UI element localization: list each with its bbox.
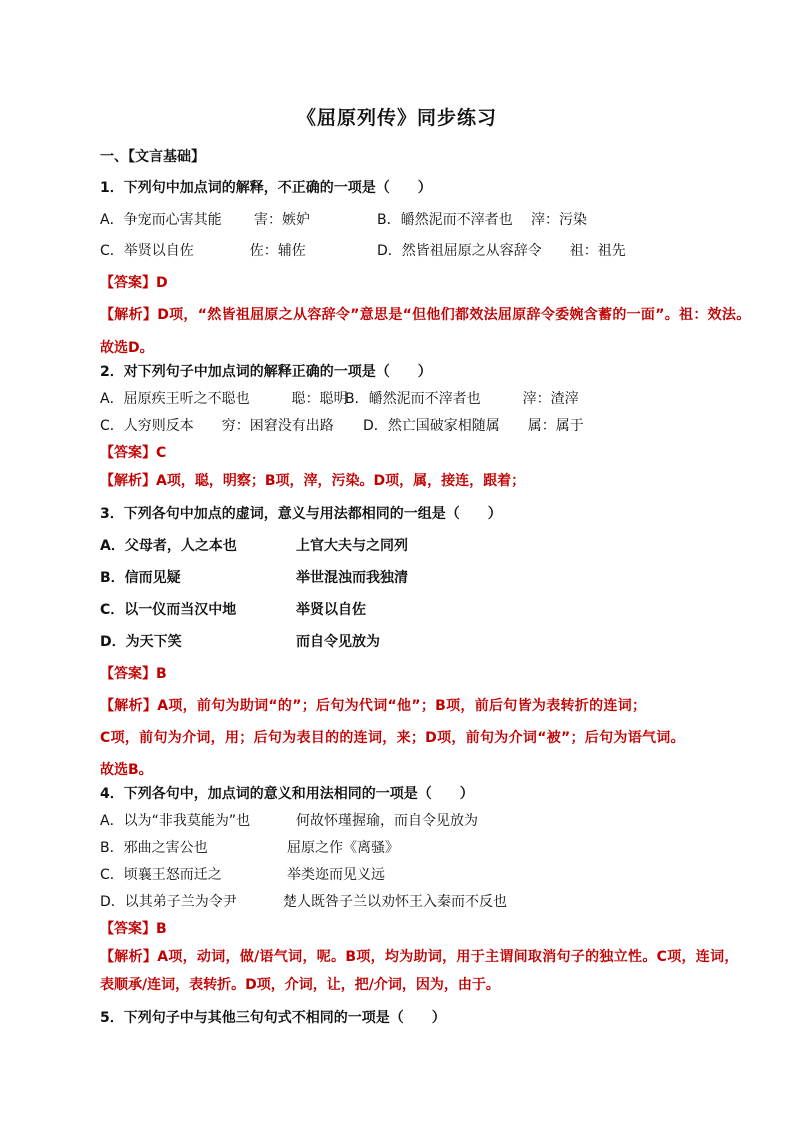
q4-option-d-first: D．以其弟子兰为令尹 [100,894,237,910]
q4-option-c-first: C．顷襄王怒而迁之 [100,867,222,883]
q3-option-d-second: 而自令见放为 [296,634,380,650]
q3-option-a-second: 上官大夫与之同列 [296,538,408,554]
q4-analysis-line2: 表顺承/连词，表转折。D项，介词，让，把/介词，因为，由于。 [100,977,500,993]
q1-option-b: B．皭然泥而不滓者也 滓：污染 [377,212,588,228]
q1-option-d: D．然皆祖屈原之从容辞令 祖：祖先 [377,243,626,259]
q4-option-d-second: 楚人既咎子兰以劝怀王入秦而不反也 [283,894,507,910]
q2-stem: 2．对下列句子中加点词的解释正确的一项是（ ） [100,364,432,380]
q2-analysis: 【解析】A项，聪，明察；B项，滓，污染。D项，属，接连，跟着； [100,473,526,489]
q1-stem: 1．下列句中加点词的解释，不正确的一项是（ ） [100,180,432,196]
q3-option-b-second: 举世混浊而我独清 [296,570,408,586]
q4-option-c-second: 举类迩而见义远 [287,867,385,883]
q2-option-a: A．屈原疾王听之不聪也 聪：聪明 [100,391,348,407]
q2-answer: 【答案】C [100,445,167,461]
q1-answer: 【答案】D [100,275,168,291]
q4-option-b-second: 屈原之作《离骚》 [287,840,399,856]
q3-option-a-first: A．父母者，人之本也 [100,538,237,554]
q3-option-c-first: C．以一仪而当汉中地 [100,602,237,618]
q1-option-c: C．举贤以自佐 佐：辅佐 [100,243,306,259]
q5-stem: 5．下列句子中与其他三句句式不相同的一项是（ ） [100,1010,446,1026]
q3-option-d-first: D．为天下笑 [100,634,182,650]
q4-analysis-line1: 【解析】A项，动词，做/语气词，呢。B项，均为助词，用于主谓间取消句子的独立性。C项，连词， [100,949,739,965]
q2-option-c: C．人穷则反本 穷：困窘没有出路 [100,418,334,434]
q2-option-b: B．皭然泥而不滓者也 滓：渣滓 [345,391,579,407]
q4-answer: 【答案】B [100,921,167,937]
q3-analysis-conclusion: 故选B。 [100,762,153,778]
section-heading: 一、【文言基础】 [100,149,205,165]
q1-analysis-conclusion: 故选D。 [100,340,154,356]
q4-option-a-second: 何故怀瑾握瑜，而自令见放为 [296,813,478,829]
q4-stem: 4．下列各句中，加点词的意义和用法相同的一项是（ ） [100,786,474,802]
q3-stem: 3．下列各句中加点的虚词，意义与用法都相同的一组是（ ） [100,506,502,522]
q1-option-a: A．争宠而心害其能 害：嫉妒 [100,212,311,228]
q3-option-b-first: B．信而见疑 [100,570,181,586]
q3-option-c-second: 举贤以自佐 [296,602,366,618]
q4-option-a-first: A．以为“非我莫能为”也 [100,813,251,829]
page-title: 《屈原列传》同步练习 [296,107,497,129]
q3-answer: 【答案】B [100,666,167,682]
q3-analysis-line2: C项，前句为介词，用；后句为表目的的连词，来；D项，前句为介词“被”；后句为语气词。 [100,730,685,746]
q4-option-b-first: B．邪曲之害公也 [100,840,208,856]
q1-analysis: 【解析】D项，“然皆祖屈原之从容辞令”意思是“但他们都效法屈原辞令委婉含蓄的一面”。祖：效法。 [100,307,751,323]
q3-analysis-line1: 【解析】A项，前句为助词“的”；后句为代词“他”；B项，前后句皆为表转折的连词； [100,698,647,714]
q2-option-d: D．然亡国破家相随属 属：属于 [363,418,584,434]
